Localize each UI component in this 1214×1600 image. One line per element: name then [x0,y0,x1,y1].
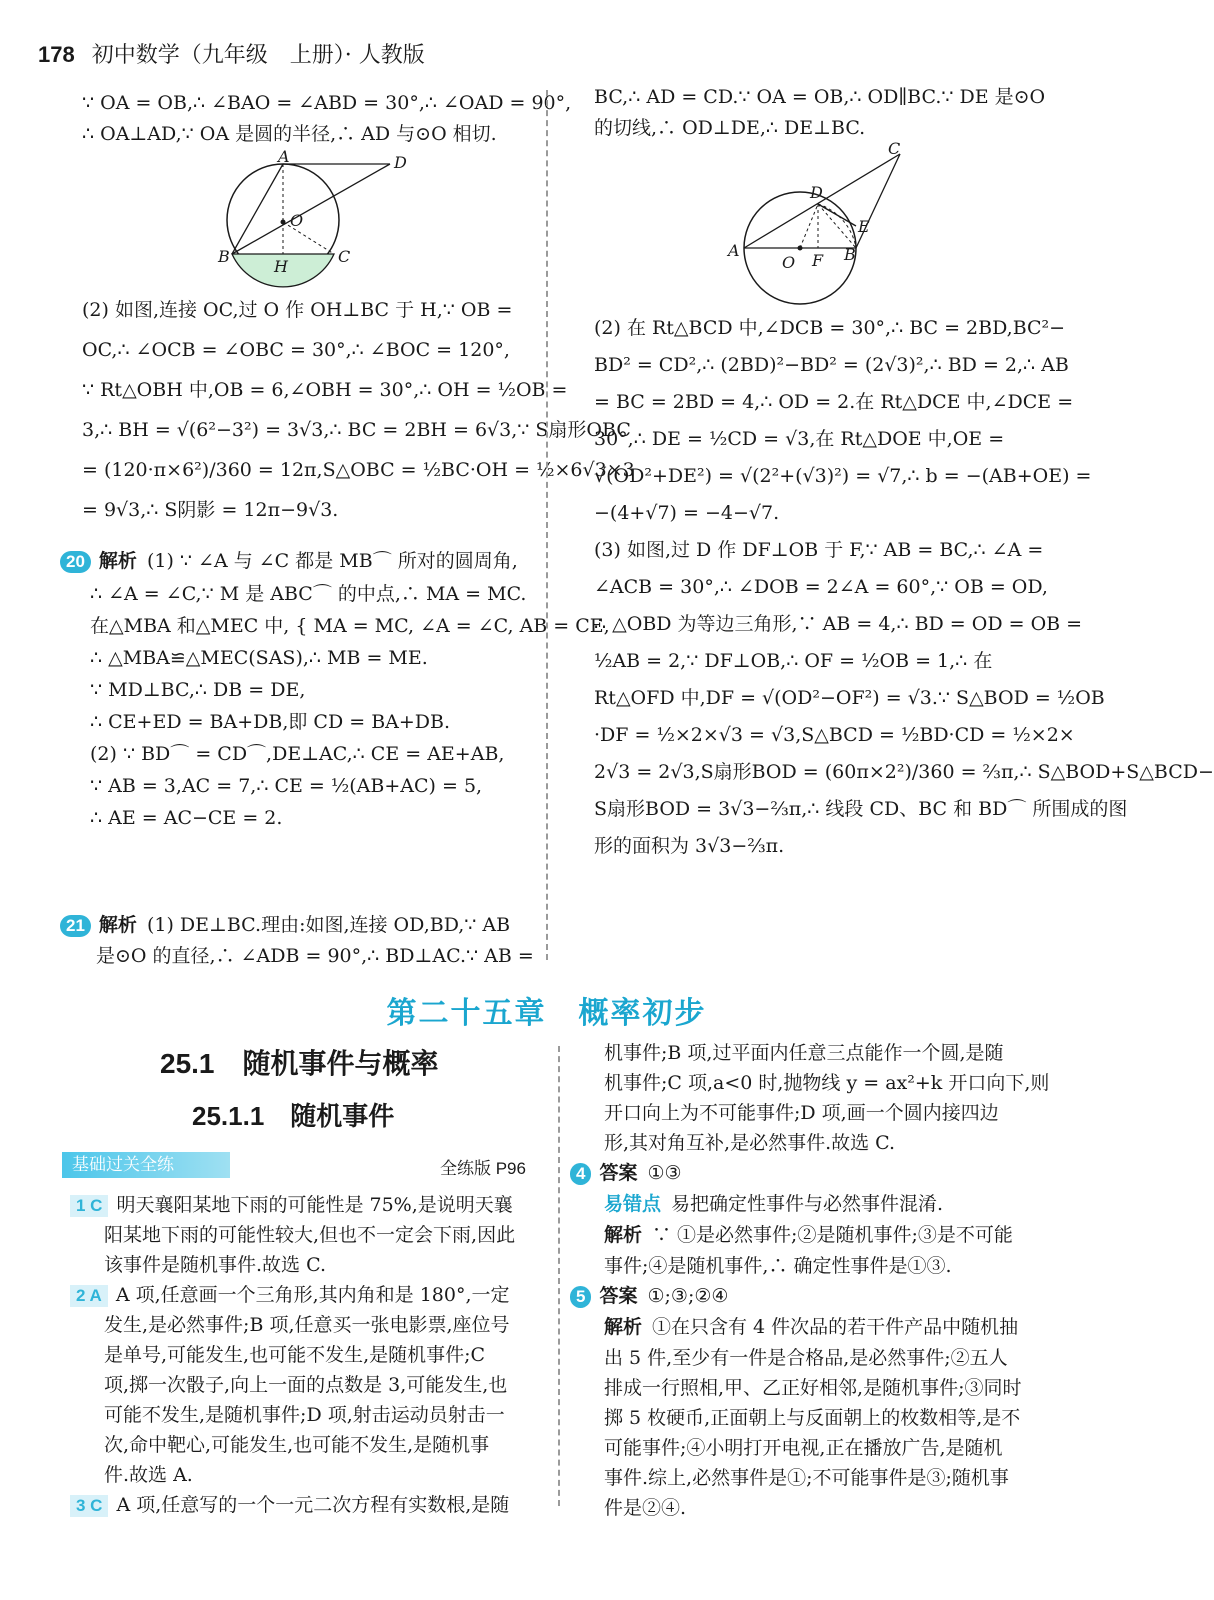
practice-reference: 全练版 P96 [440,1159,526,1178]
text-line: ∴ △OBD 为等边三角形,∵ AB = 4,∴ BD = OD = OB = [594,613,1083,635]
column-divider [558,1046,560,1506]
left-top-block [82,88,571,150]
text-line: 件是②④. [604,1497,687,1519]
q4-answer-label: 答案 [599,1163,638,1184]
text-line: ∵ Rt△OBH 中,OB = 6,∠OBH = 30°,∴ OH = ½OB = [82,379,568,401]
text-line: 机事件;B 项,过平面内任意三点能作一个圆,是随 [604,1042,1004,1064]
fig2-label: A [728,241,740,260]
q2-tag: 2 A [70,1285,108,1307]
text-line: (2) 如图,连接 OC,过 O 作 OH⊥BC 于 H,∵ OB = [82,299,513,321]
text-line: 明天襄阳某地下雨的可能性是 75%,是说明天襄 [116,1194,513,1216]
text-line: 排成一行照相,甲、乙正好相邻,是随机事件;③同时 [604,1377,1022,1399]
text-line: 30°,∴ DE = ½CD = √3,在 Rt△DOE 中,OE = [594,428,1005,450]
page-number: 178 [38,42,75,67]
figure-circle-1 [210,147,450,290]
text-line: 次,命中靶心,可能发生,也可能不发生,是随机事 [104,1434,490,1456]
text-line: 开口向上为不可能事件;D 项,画一个圆内接四边 [604,1102,999,1124]
practice-banner: 基础过关全练 [62,1152,230,1178]
text-line: 是⊙O 的直径,∴ ∠ADB = 90°,∴ BD⊥AC.∵ AB = [96,945,534,967]
text-line: 的切线,∴ OD⊥DE,∴ DE⊥BC. [594,117,866,139]
text-line: 件.故选 A. [104,1464,193,1486]
q4-error-label: 易错点 [604,1194,662,1215]
text-line: ½AB = 2,∵ DF⊥OB,∴ OF = ½OB = 1,∴ 在 [594,650,993,672]
q5-answer: ①;③;②④ [647,1285,729,1307]
left-solution-2 [82,290,635,530]
text-line: 3,∴ BH = √(6²−3²) = 3√3,∴ BC = 2BH = 6√3,∵ S扇形OBC [82,419,631,441]
text-line: ∠ACB = 30°,∴ ∠DOB = 2∠A = 60°,∵ OB = OD, [594,576,1048,598]
text-line: A 项,任意画一个三角形,其内角和是 180°,一定 [115,1284,510,1306]
q4-answer: ①③ [647,1162,682,1184]
text-line: S扇形BOD = 3√3−⅔π,∴ 线段 CD、BC 和 BD⌒ 所围成的图 [594,798,1128,820]
text-line: 2√3 = 2√3,S扇形BOD = (60π×2²)/360 = ⅔π,∴ S△BOD+S△BCD− [594,761,1214,783]
fig2-label: C [888,139,901,158]
text-line: = BC = 2BD = 4,∴ OD = 2.在 Rt△DCE 中,∠DCE = [594,391,1074,413]
q5-number: 5 [570,1286,591,1308]
text-line: 可能事件;④小明打开电视,正在播放广告,是随机 [604,1437,1003,1459]
bottom-right-block [576,1038,1050,1523]
text-line: 机事件;C 项,a<0 时,抛物线 y = ax²+k 开口向下,则 [604,1072,1050,1094]
q21-block [60,910,534,972]
q4-number: 4 [570,1163,591,1185]
text-line: 阳某地下雨的可能性较大,但也不一定会下雨,因此 [104,1224,516,1246]
text-line: (3) 如图,过 D 作 DF⊥OB 于 F,∵ AB = BC,∴ ∠A = [594,539,1044,561]
fig1-label: H [274,257,288,276]
text-line: ∴ AE = AC−CE = 2. [90,807,283,829]
text-line: 事件.综上,必然事件是①;不可能事件是③;随机事 [604,1467,1009,1489]
chapter-title: 第二十五章 概率初步 [386,997,707,1030]
section-title: 25.1 随机事件与概率 [160,1048,439,1079]
fig1-label: D [394,153,407,172]
q1-tag: 1 C [70,1195,108,1217]
text-line: −(4+√7) = −4−√7. [594,502,780,524]
text-line: ∴ OA⊥AD,∵ OA 是圆的半径,∴ AD 与⊙O 相切. [82,123,497,145]
text-line: 形,其对角互补,是必然事件.故选 C. [604,1132,896,1154]
text-line: (2) ∵ BD⌒ = CD⌒,DE⊥AC,∴ CE = AE+AB, [90,743,505,765]
text-line: BD² = CD²,∴ (2BD)²−BD² = (2√3)²,∴ BD = 2,∴ AB [594,354,1069,376]
text-line: ∴ ∠A = ∠C,∵ M 是 ABC⌒ 的中点,∴ MA = MC. [90,583,527,605]
figure-circle-2 [720,140,920,320]
text-line: ∴ △MBA≌△MEC(SAS),∴ MB = ME. [90,647,428,669]
text-line: 项,掷一次骰子,向上一面的点数是 3,可能发生,也 [104,1374,508,1396]
text-line: ∵ OA = OB,∴ ∠BAO = ∠ABD = 30°,∴ ∠OAD = 90°, [82,92,572,114]
text-line: = 9√3,∴ S阴影 = 12π−9√3. [82,499,339,521]
text-line: 出 5 件,至少有一件是合格品,是必然事件;②五人 [604,1347,1008,1369]
text-line: 发生,是必然事件;B 项,任意买一张电影票,座位号 [104,1314,510,1336]
fig1-label: O [290,211,304,230]
text-line: ∵ AB = 3,AC = 7,∴ CE = ½(AB+AC) = 5, [90,775,483,797]
text-line: (1) DE⊥BC.理由:如图,连接 OD,BD,∵ AB [146,914,511,936]
text-line: 在△MBA 和△MEC 中, { MA = MC, ∠A = ∠C, AB = CE, [90,615,610,637]
fig2-label: B [844,245,856,264]
bottom-left-block [70,1190,515,1520]
fig1-label: B [218,247,230,266]
book-title: 初中数学（九年级 上册）· 人教版 [91,43,425,68]
text-line: ∵ ①是必然事件;②是随机事件;③是不可能 [652,1224,1013,1246]
fig2-label: O [782,253,796,272]
q3-tag: 3 C [70,1495,108,1517]
text-line: 该事件是随机事件.故选 C. [104,1254,326,1276]
q20-number: 20 [60,551,91,573]
text-line: 形的面积为 3√3−⅔π. [594,835,785,857]
q20-block [60,545,610,834]
text-line: 事件;④是随机事件,∴ 确定性事件是①③. [604,1255,952,1277]
text-line: 是单号,可能发生,也可能不发生,是随机事件;C [104,1344,486,1366]
text-line: ∴ CE+ED = BA+DB,即 CD = BA+DB. [90,711,451,733]
fig2-label: D [810,183,823,202]
text-line: 掷 5 枚硬币,正面朝上与反面朝上的枚数相等,是不 [604,1407,1021,1429]
q20-label: 解析 [98,551,137,572]
right-top-block [594,82,1045,144]
text-line: (2) 在 Rt△BCD 中,∠DCB = 30°,∴ BC = 2BD,BC²− [594,317,1066,339]
q21-label: 解析 [98,915,137,936]
text-line: √(OD²+DE²) = √(2²+(√3)²) = √7,∴ b = −(AB+OE) = [594,465,1092,487]
subsection-title: 25.1.1 随机事件 [192,1101,395,1131]
right-solution [594,310,1214,865]
column-divider [546,90,548,960]
q4-analysis-label: 解析 [604,1225,643,1246]
q5-analysis-label: 解析 [604,1317,643,1338]
text-line: A 项,任意写的一个一元二次方程有实数根,是随 [116,1494,510,1516]
q4-error-text: 易把确定性事件与必然事件混淆. [671,1193,944,1215]
fig2-label: E [858,217,870,236]
text-line: = (120·π×6²)/360 = 12π,S△OBC = ½BC·OH = ½×6√3×3 [82,459,635,481]
text-line: ∵ MD⊥BC,∴ DB = DE, [90,679,306,701]
text-line: ①在只含有 4 件次品的若干件产品中随机抽 [652,1316,1019,1338]
fig2-label: F [812,251,824,270]
page-header [38,38,425,69]
fig1-label: A [278,147,290,166]
q21-number: 21 [60,915,91,937]
text-line: BC,∴ AD = CD.∵ OA = OB,∴ OD∥BC.∵ DE 是⊙O [594,86,1046,108]
q5-answer-label: 答案 [599,1286,638,1307]
fig1-label: C [338,247,351,266]
text-line: Rt△OFD 中,DF = √(OD²−OF²) = √3.∵ S△BOD = ½OB [594,687,1105,709]
text-line: (1) ∵ ∠A 与 ∠C 都是 MB⌒ 所对的圆周角, [146,550,518,572]
text-line: ·DF = ½×2×√3 = √3,S△BCD = ½BD·CD = ½×2× [594,724,1075,746]
text-line: 可能不发生,是随机事件;D 项,射击运动员射击一 [104,1404,505,1426]
text-line: OC,∴ ∠OCB = ∠OBC = 30°,∴ ∠BOC = 120°, [82,339,510,361]
